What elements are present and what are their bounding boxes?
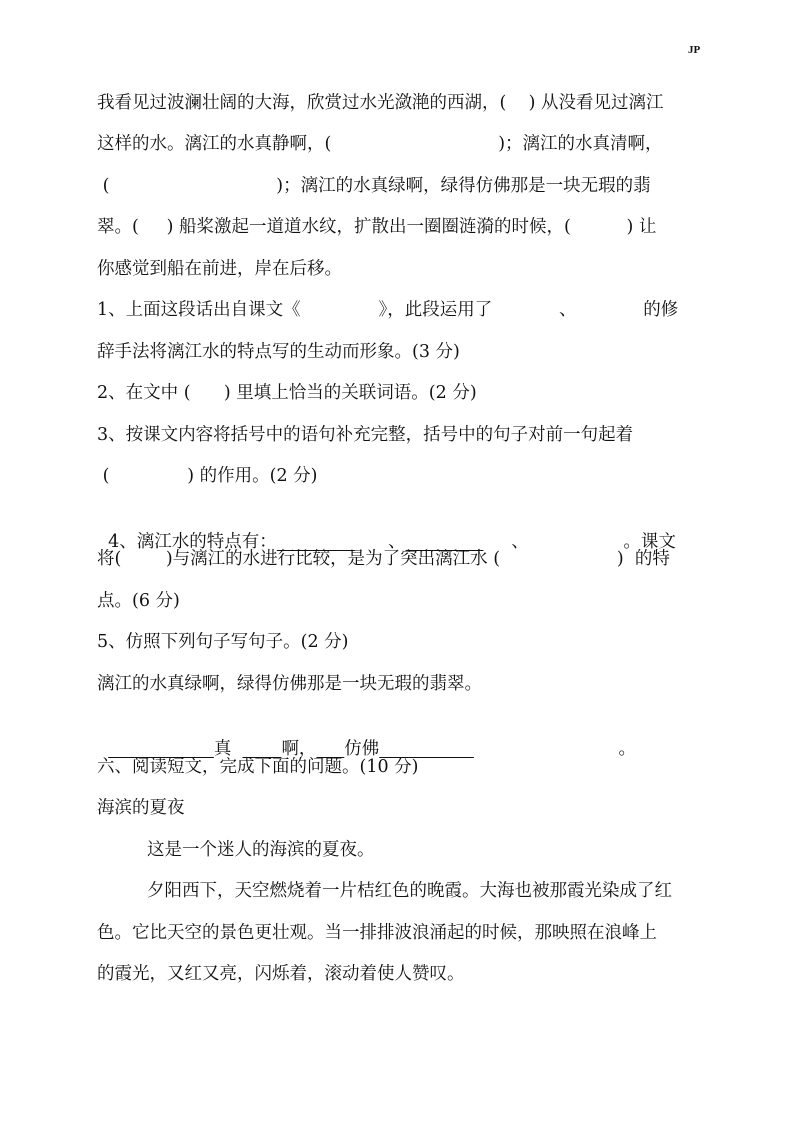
answer-word: 仿佛 [344,739,380,759]
article-paragraph-2-line-3: 的霞光，又红又亮，闪烁着，滚动着使人赞叹。 [97,964,465,984]
question-5-line-1: 5、仿照下列句子写句子。(2 分) [97,632,349,652]
section-6-title: 六、阅读短文，完成下面的问题。(10 分) [97,757,419,777]
article-paragraph-1: 这是一个迷人的海滨的夏夜。 [147,840,375,860]
question-4-line-3: 点。(6 分) [97,591,180,611]
question-3-line-1: 3、按课文内容将括号中的语句补充完整，括号中的句子对前一句起着 [97,425,634,445]
page-header-mark: JP [688,44,701,56]
question-4-prefix: 4、漓江水的特点有： [108,532,277,552]
answer-end: 。 [473,739,636,759]
passage-line-4: 翠。( ) 船桨激起一道道水纹，扩散出一圈圈涟漪的时候，( ) 让 [97,217,657,237]
passage-line-5: 你感觉到船在前进，岸在后移。 [97,259,342,279]
question-4-separator: 、 。课文 [483,532,676,552]
answer-word: 真 [213,739,232,759]
question-1-line-2: 辞手法将漓江水的特点写的生动而形象。(3 分) [97,342,460,362]
question-1-line-1: 1、上面这段话出自课文《 》，此段运用了 、 的修 [97,300,679,320]
question-2: 2、在文中 ( ) 里填上恰当的关联词语。(2 分) [97,383,477,403]
passage-line-3: ( )；漓江的水真绿啊，绿得仿佛那是一块无瑕的翡 [97,176,651,196]
passage-line-1: 我看见过波澜壮阔的大海，欣赏过水光潋滟的西湖，( ) 从没看见过漓江 [97,93,664,113]
question-4-line-2: 将( )与漓江的水进行比较，是为了突出漓江水 ( ) 的特 [97,549,670,569]
question-4-separator: 、 [354,532,406,552]
article-title: 海滨的夏夜 [97,798,185,818]
question-5-example: 漓江的水真绿啊，绿得仿佛那是一块无瑕的翡翠。 [97,674,482,694]
answer-word: 啊， [281,739,317,759]
passage-line-2: 这样的水。漓江的水真静啊，( )；漓江的水真清啊， [97,134,663,154]
article-paragraph-2-line-2: 色。它比天空的景色更壮观。当一排排波浪涌起的时候，那映照在浪峰上 [97,923,657,943]
question-5-answer-line [97,713,636,761]
article-paragraph-2-line-1: 夕阳西下，天空燃烧着一片桔红色的晚霞。大海也被那霞光染成了红 [147,881,672,901]
question-3-line-2: ( ) 的作用。(2 分) [97,466,318,486]
